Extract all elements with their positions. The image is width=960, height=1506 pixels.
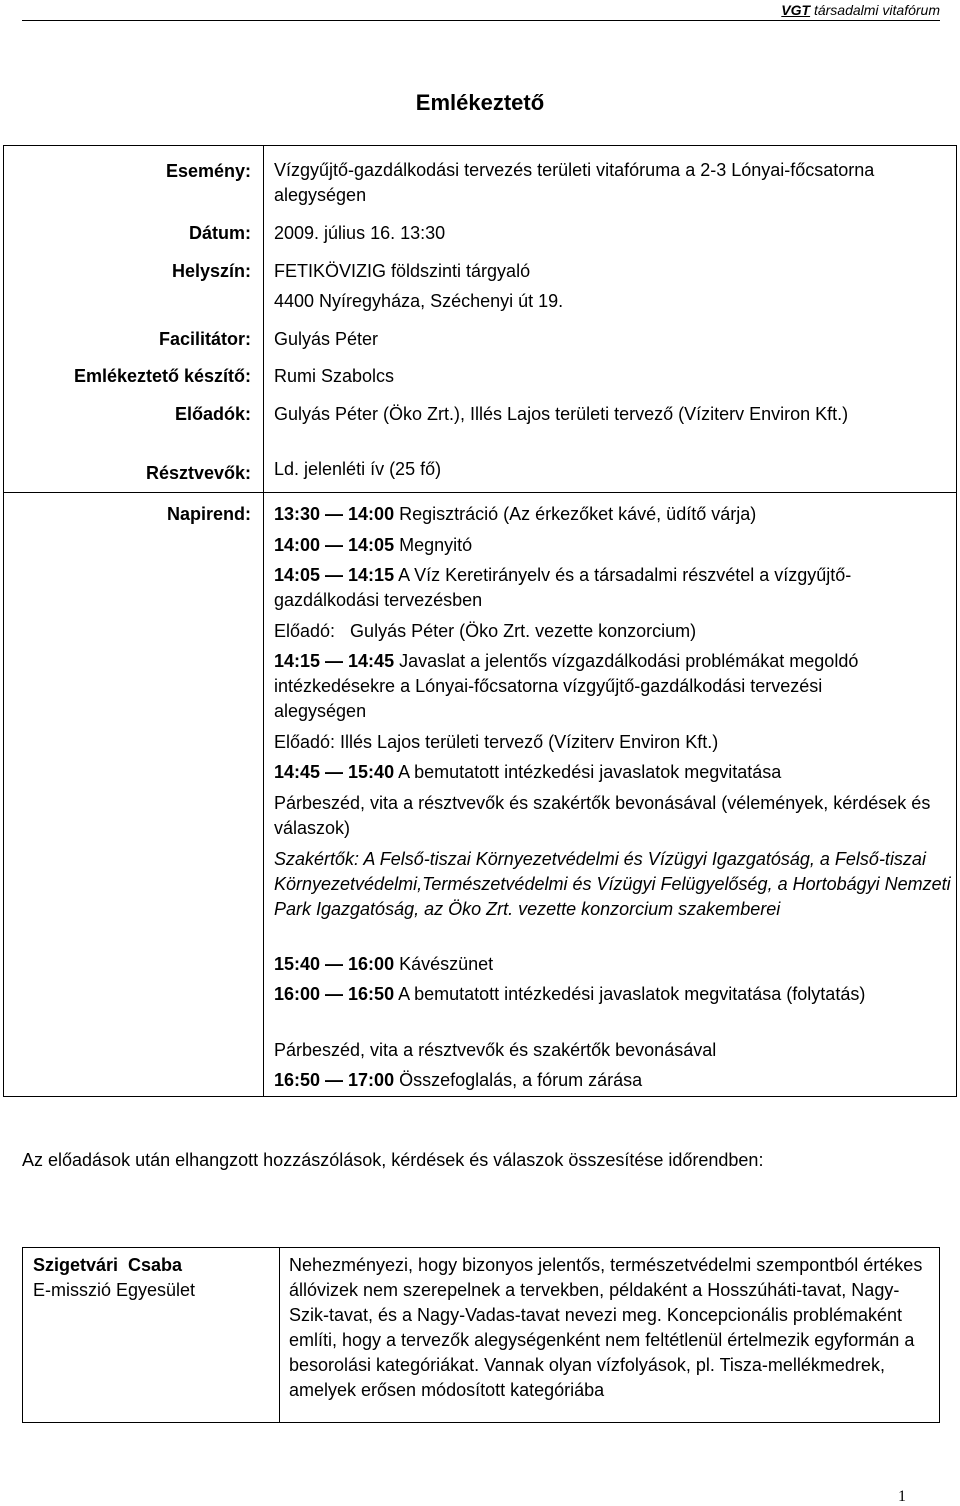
label-date: Dátum: — [189, 223, 251, 243]
info-table — [3, 145, 957, 1097]
agenda-experts: Szakértők: A Felső-tiszai Környezetvédelmi és Vízügyi Igazgatóság, a Felső-tiszai Környezetvédelmi,Természetvédelmi és Vízügyi Felügyelőség, a Hortobágyi Nemzeti Park Igazgatóság, az Öko Zrt. vezette konzorcium szakemberei — [274, 849, 951, 919]
label-agenda: Napirend: — [166, 504, 251, 524]
label-event: Esemény: — [165, 161, 251, 181]
label-facilitator: Facilitátor: — [158, 329, 251, 349]
comment-text: Nehezményezi, hogy bizonyos jelentős, természetvédelmi szempontból értékes állóvizek nem szerepelnek a tervekben, példaként a Hosszúháti-tavat, Nagy-Szik-tavat, és a Nagy-Vadas-tavat nevezi meg. Koncepcionális problémaként említi, hogy a tervezők alegységenként nem feltétlenül értelmezik egyformán a besorolási kategóriákat. Vannak olyan vízfolyások, pl. Tisza-mellékmedrek, amelyek erősen módosított kategóriába — [289, 1255, 923, 1400]
value-presenters: Gulyás Péter (Öko Zrt.), Illés Lajos területi tervező (Víziterv Environ Kft.) — [274, 404, 849, 424]
document-title: Emlékeztető — [415, 90, 545, 115]
value-event: Vízgyűjtő-gazdálkodási tervezés területi vitafóruma a 2-3 Lónyai-főcsatorna alegységen — [274, 160, 875, 205]
agenda-item: 13:30 — 14:00 Regisztráció (Az érkezőket kávé, üdítő várja) — [274, 504, 757, 524]
commenter — [33, 1253, 195, 1303]
agenda-item: 16:00 — 16:50 A bemutatott intézkedési javaslatok megvitatása (folytatás) — [274, 984, 866, 1004]
agenda-item: 14:45 — 15:40 A bemutatott intézkedési javaslatok megvitatása — [274, 762, 782, 782]
value-participants: Ld. jelenléti ív (25 fő) — [274, 459, 442, 479]
comment-table — [22, 1247, 940, 1423]
label-location: Helyszín: — [171, 261, 251, 281]
value-facilitator: Gulyás Péter — [274, 329, 379, 349]
header-brand: VGT — [781, 2, 811, 18]
label-presenters: Előadók: — [174, 404, 251, 424]
value-minutes-author: Rumi Szabolcs — [274, 366, 395, 386]
value-date: 2009. július 16. 13:30 — [274, 223, 446, 243]
comment-table-divider — [279, 1248, 280, 1422]
info-table-row-divider — [4, 492, 956, 493]
agenda-item: 14:05 — 14:15 A Víz Keretirányelv és a társadalmi részvétel a vízgyűjtő-gazdálkodási tervezésben — [274, 565, 852, 610]
value-address: 4400 Nyíregyháza, Széchenyi út 19. — [274, 291, 564, 311]
commenter-organization: E-misszió Egyesület — [33, 1280, 196, 1300]
comments-intro: Az előadások után elhangzott hozzászólások, kérdések és válaszok összesítése időrendben: — [22, 1150, 764, 1170]
page-number: 1 — [898, 1488, 906, 1505]
label-participants: Résztvevők: — [145, 463, 251, 483]
page-header — [22, 0, 940, 21]
agenda-item: 14:15 — 14:45 Javaslat a jelentős vízgazdálkodási problémákat megoldó intézkedésekre a Lónyai-főcsatorna vízgyűjtő-gazdálkodási tervezési alegységen — [274, 651, 859, 721]
agenda-note: Párbeszéd, vita a résztvevők és szakértők bevonásával (vélemények, kérdések és válaszok) — [274, 793, 931, 838]
header-tagline: társadalmi vitafórum — [813, 2, 940, 18]
agenda-item: 16:50 — 17:00 Összefoglalás, a fórum zárása — [274, 1070, 643, 1090]
commenter-name: Szigetvári Csaba — [33, 1255, 183, 1275]
agenda-presenter: Előadó: Illés Lajos területi tervező (Víziterv Environ Kft.) — [274, 732, 719, 752]
agenda-note: Párbeszéd, vita a résztvevők és szakértők bevonásával — [274, 1040, 717, 1060]
agenda-item: 15:40 — 16:00 Kávészünet — [274, 954, 494, 974]
agenda-item: 14:00 — 14:05 Megnyitó — [274, 535, 473, 555]
label-minutes-author: Emlékeztető készítő: — [73, 366, 251, 386]
value-location: FETIKÖVIZIG földszinti tárgyaló — [274, 261, 531, 281]
info-table-divider — [263, 146, 264, 1096]
agenda-presenter: Előadó: Gulyás Péter (Öko Zrt. vezette konzorcium) — [274, 621, 697, 641]
